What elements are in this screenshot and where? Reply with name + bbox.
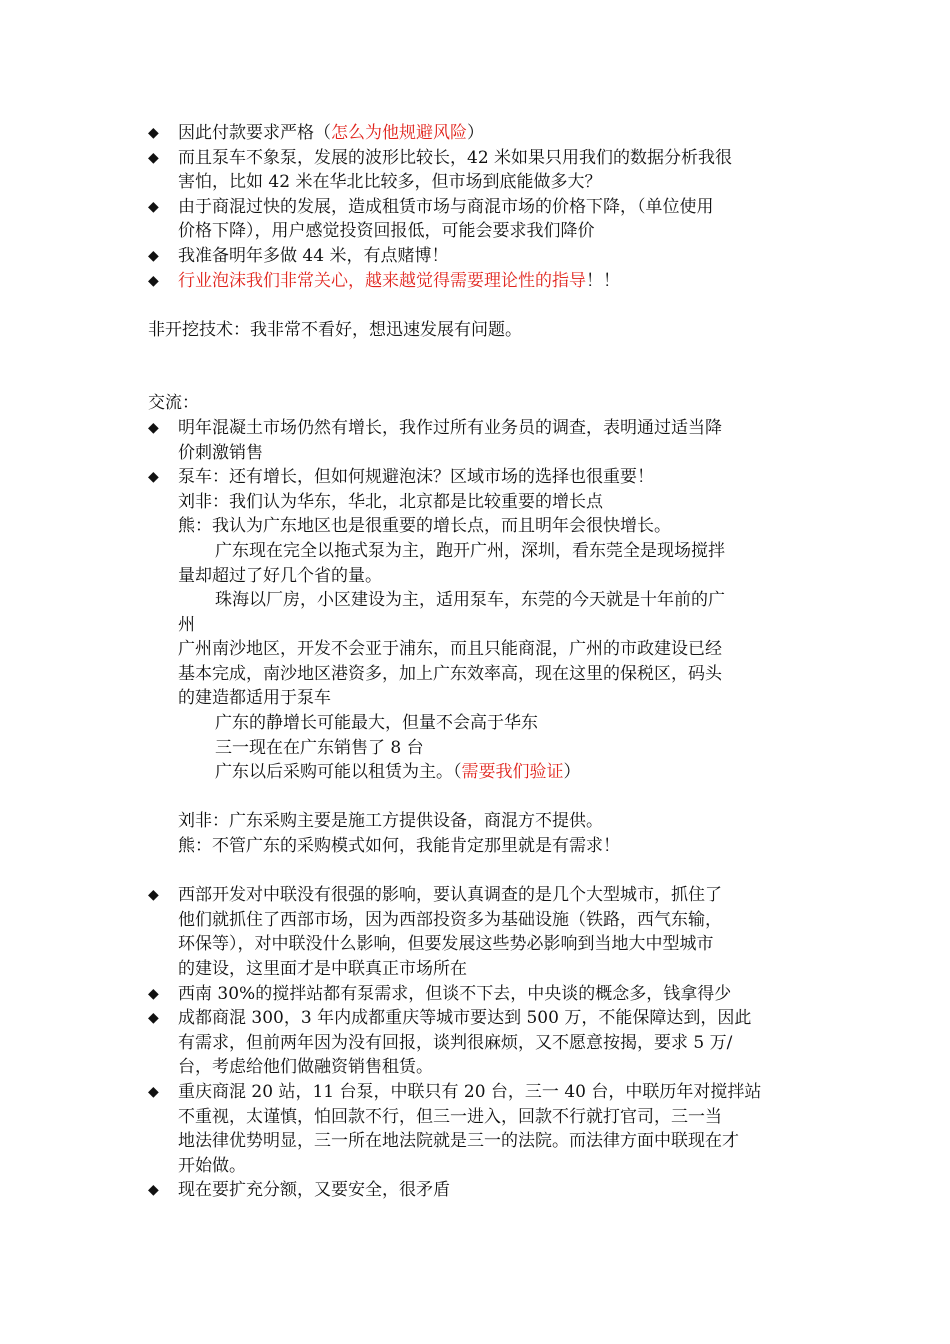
dialogue-line: 广州南沙地区，开发不会亚于浦东，而且只能商混，广州的市政建设已经	[178, 639, 722, 660]
bullet-continuation: 害怕，比如 42 米在华北比较多，但市场到底能做多大？	[178, 172, 602, 193]
dialogue-line: 熊：我认为广东地区也是很重要的增长点，而且明年会很快增长。	[178, 516, 671, 537]
red-highlight: 怎么为他规避风险	[331, 123, 467, 143]
bullet-continuation: 他们就抓住了西部市场，因为西部投资多为基础设施（铁路，西气东输，	[178, 909, 722, 930]
dialogue-line: 三一现在在广东销售了 8 台	[215, 737, 424, 758]
dialogue-line: 基本完成，南沙地区港资多，加上广东效率高，现在这里的保税区，码头	[178, 663, 722, 684]
dialogue-line: 广东以后采购可能以租赁为主。（需要我们验证）	[215, 762, 581, 783]
bullet-continuation: 的建设，这里面才是中联真正市场所在	[178, 959, 467, 979]
bullet-item: ◆ 现在要扩充分额，又要安全，很矛盾	[148, 1178, 808, 1203]
paragraph-nondig: 非开挖技术：我非常不看好，想迅速发展有问题。	[148, 319, 522, 340]
bullet-item: ◆ 而且泵车不象泵，发展的波形比较长，42 米如果只用我们的数据分析我很	[148, 146, 808, 171]
bullet-item: ◆ 西部开发对中联没有很强的影响，要认真调查的是几个大型城市，抓住了	[148, 883, 808, 908]
bullet-item: ◆ 因此付款要求严格（怎么为他规避风险）	[148, 121, 808, 146]
bullet-continuation: 环保等），对中联没什么影响，但要发展这些势必影响到当地大中型城市	[178, 934, 714, 955]
dialogue-line: 广东现在完全以拖式泵为主，跑开广州，深圳，看东莞全是现场搅拌	[215, 540, 725, 561]
bullet-continuation: 价格下降），用户感觉投资回报低，可能会要求我们降价	[178, 221, 595, 242]
bullet-item: ◆ 重庆商混 20 站，11 台泵，中联只有 20 台，三一 40 台，中联历年对搅拌站	[148, 1080, 808, 1105]
bullet-item: ◆ 我准备明年多做 44 米，有点赌博！	[148, 244, 808, 269]
bullet-continuation: 开始做。	[178, 1155, 246, 1176]
dialogue-line: 广东的静增长可能最大，但量不会高于华东	[215, 713, 538, 734]
bullet-continuation: 价刺激销售	[178, 442, 263, 463]
bullet-continuation: 地法律优势明显，三一所在地法院就是三一的法院。而法律方面中联现在才	[178, 1131, 739, 1152]
dialogue-line: 珠海以厂房，小区建设为主，适用泵车，东莞的今天就是十年前的广	[215, 590, 725, 611]
bullet-item: ◆ 由于商混过快的发展，造成租赁市场与商混市场的价格下降，（单位使用	[148, 195, 808, 220]
dialogue-line: 的建造都适用于泵车	[178, 688, 331, 709]
document-page	[148, 121, 808, 1203]
dialogue-line: 刘非：广东采购主要是施工方提供设备，商混方不提供。	[178, 811, 603, 832]
red-highlight: 行业泡沫我们非常关心，越来越觉得需要理论性的指导	[178, 270, 586, 291]
dialogue-line: 刘非：我们认为华东，华北，北京都是比较重要的增长点	[178, 491, 603, 512]
bullet-item: ◆ 西南 30%的搅拌站都有泵需求，但谈不下去，中央谈的概念多，钱拿得少	[148, 982, 808, 1007]
bullet-continuation: 有需求，但前两年因为没有回报，谈判很麻烦，又不愿意按揭，要求 5 万/	[178, 1032, 733, 1053]
bullet-continuation: 不重视，太谨慎，怕回款不行，但三一进入，回款不行就打官司，三一当	[178, 1106, 722, 1127]
bullet-item: ◆ 泵车：还有增长，但如何规避泡沫？区域市场的选择也很重要！	[148, 465, 808, 490]
dialogue-line: 州	[178, 614, 195, 635]
bullet-item: ◆ 成都商混 300，3 年内成都重庆等城市要达到 500 万，不能保障达到，因此	[148, 1006, 808, 1031]
dialogue-line: 熊：不管广东的采购模式如何，我能肯定那里就是有需求！	[178, 836, 620, 857]
bullet-item: ◆ 明年混凝土市场仍然有增长，我作过所有业务员的调查，表明通过适当降	[148, 416, 808, 441]
red-highlight: 需要我们验证	[461, 762, 564, 783]
section-heading: 交流：	[148, 393, 199, 414]
dialogue-line: 量却超过了好几个省的量。	[178, 565, 382, 586]
bullet-item: ◆ 行业泡沫我们非常关心，越来越觉得需要理论性的指导！！	[148, 269, 808, 294]
bullet-continuation: 台，考虑给他们做融资销售租赁。	[178, 1057, 433, 1078]
